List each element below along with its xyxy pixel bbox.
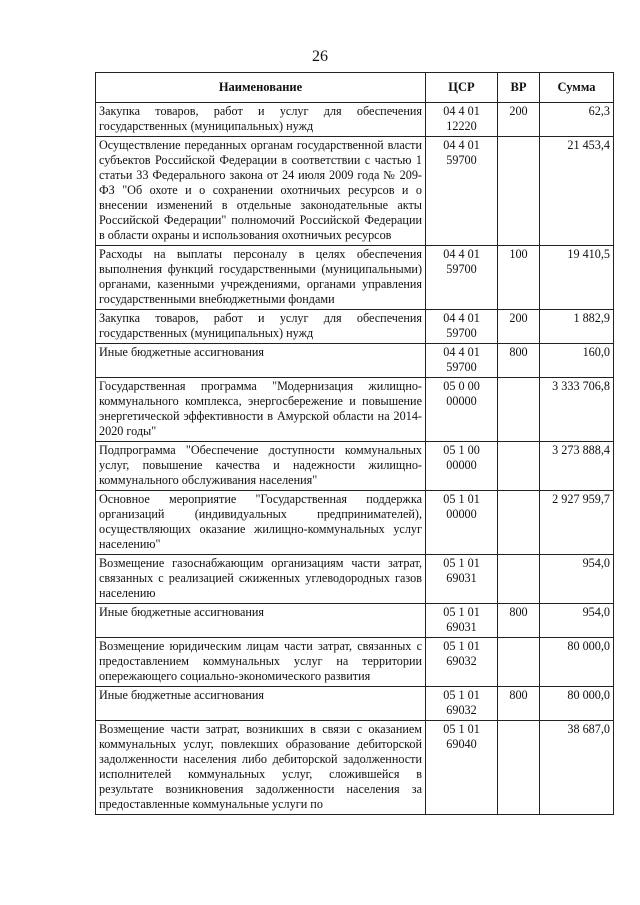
row-csr-program: 05 1 01: [443, 639, 480, 653]
row-vr: 200: [498, 310, 540, 344]
row-sum: 1 882,9: [540, 310, 614, 344]
table-row: [96, 604, 614, 638]
row-sum: 80 000,0: [540, 638, 614, 687]
row-name: Расходы на выплаты персоналу в целях обеспечения выполнения функций государственными (муниципальными) органами, казенными учреждениями, органами управления государственными внебюджетными фондами: [96, 246, 426, 310]
row-name: Иные бюджетные ассигнования: [96, 344, 426, 378]
table-body: [96, 103, 614, 815]
table-row: [96, 137, 614, 246]
row-csr-program: 04 4 01: [443, 311, 480, 325]
row-csr-program: 05 1 01: [443, 722, 480, 736]
row-sum: 954,0: [540, 604, 614, 638]
table-row: [96, 638, 614, 687]
table-row: [96, 491, 614, 555]
row-sum: 3 333 706,8: [540, 378, 614, 442]
row-csr: [426, 721, 498, 815]
table-row: [96, 310, 614, 344]
row-csr: [426, 310, 498, 344]
row-csr: [426, 137, 498, 246]
row-csr-direction: 59700: [446, 326, 477, 340]
table-row: [96, 555, 614, 604]
row-csr-direction: 59700: [446, 262, 477, 276]
row-csr-direction: 69031: [446, 620, 477, 634]
row-csr-direction: 69040: [446, 737, 477, 751]
row-sum: 2 927 959,7: [540, 491, 614, 555]
header-vr: ВР: [498, 73, 540, 103]
row-csr: [426, 442, 498, 491]
row-csr-direction: 00000: [446, 394, 477, 408]
row-name: Осуществление переданных органам государственной власти субъектов Российской Федерации в соответствии с частью 1 статьи 33 Федерального закона от 24 июля 2009 года № 209-ФЗ "Об охоте и о сохранении охотничьих ресурсов и о внесении изменений в отдельные законодательные акты Российской Федерации" полномочий Российской Федерации в области охраны и использования охотничьих ресурсов: [96, 137, 426, 246]
row-name: Закупка товаров, работ и услуг для обеспечения государственных (муниципальных) нужд: [96, 310, 426, 344]
row-csr: [426, 344, 498, 378]
row-csr-direction: 59700: [446, 360, 477, 374]
row-csr: [426, 555, 498, 604]
row-csr-program: 05 1 01: [443, 492, 480, 506]
row-name: Закупка товаров, работ и услуг для обеспечения государственных (муниципальных) нужд: [96, 103, 426, 137]
row-name: Государственная программа "Модернизация жилищно-коммунального комплекса, энергосбережение и повышение энергетической эффективности в Амурской области на 2014-2020 годы": [96, 378, 426, 442]
table-row: [96, 344, 614, 378]
row-csr-program: 05 1 01: [443, 688, 480, 702]
row-vr: [498, 137, 540, 246]
row-csr-program: 05 0 00: [443, 379, 480, 393]
row-sum: 80 000,0: [540, 687, 614, 721]
row-vr: [498, 638, 540, 687]
row-sum: 19 410,5: [540, 246, 614, 310]
header-csr: ЦСР: [426, 73, 498, 103]
page-number: 26: [312, 48, 328, 65]
row-vr: 100: [498, 246, 540, 310]
row-sum: 62,3: [540, 103, 614, 137]
row-name: Иные бюджетные ассигнования: [96, 687, 426, 721]
row-csr: [426, 246, 498, 310]
header-sum: Сумма: [540, 73, 614, 103]
row-name: Иные бюджетные ассигнования: [96, 604, 426, 638]
table-row: [96, 103, 614, 137]
row-csr-direction: 12220: [446, 119, 477, 133]
row-csr: [426, 687, 498, 721]
row-csr-direction: 69031: [446, 571, 477, 585]
row-csr-program: 05 1 01: [443, 556, 480, 570]
table-row: [96, 378, 614, 442]
table-row: [96, 687, 614, 721]
row-sum: 21 453,4: [540, 137, 614, 246]
row-vr: 800: [498, 344, 540, 378]
row-sum: 3 273 888,4: [540, 442, 614, 491]
row-vr: [498, 378, 540, 442]
header-name: Наименование: [96, 73, 426, 103]
row-sum: 954,0: [540, 555, 614, 604]
row-csr-direction: 69032: [446, 703, 477, 717]
table-row: [96, 721, 614, 815]
table-row: [96, 442, 614, 491]
row-csr-direction: 00000: [446, 507, 477, 521]
row-csr: [426, 638, 498, 687]
row-vr: 200: [498, 103, 540, 137]
row-name: Основное мероприятие "Государственная поддержка организаций (индивидуальных предпринимателей), осуществляющих оказание жилищно-коммунальных услуг населению": [96, 491, 426, 555]
row-vr: 800: [498, 604, 540, 638]
row-csr-program: 05 1 00: [443, 443, 480, 457]
row-csr-program: 04 4 01: [443, 138, 480, 152]
row-csr-direction: 59700: [446, 153, 477, 167]
table-row: [96, 246, 614, 310]
row-vr: [498, 491, 540, 555]
row-name: Возмещение газоснабжающим организациям части затрат, связанных с реализацией сжиженных углеводородных газов населению: [96, 555, 426, 604]
row-csr: [426, 604, 498, 638]
table-header-row: [96, 73, 614, 103]
row-csr: [426, 103, 498, 137]
row-csr-program: 04 4 01: [443, 104, 480, 118]
row-csr: [426, 378, 498, 442]
row-csr-direction: 69032: [446, 654, 477, 668]
row-csr-program: 04 4 01: [443, 247, 480, 261]
row-name: Возмещение части затрат, возникших в связи с оказанием коммунальных услуг, повлекших образование дебиторской задолженности населения либо дебиторской задолженности исполнителей коммунальных услуг, сложившейся в результате возникновения задолженности населения за предоставленные коммунальные услуги по: [96, 721, 426, 815]
row-name: Возмещение юридическим лицам части затрат, связанных с предоставлением коммунальных услуг на территории опережающего социально-экономического развития: [96, 638, 426, 687]
row-name: Подпрограмма "Обеспечение доступности коммунальных услуг, повышение качества и надежности жилищно-коммунального обслуживания населения": [96, 442, 426, 491]
row-vr: [498, 555, 540, 604]
row-vr: 800: [498, 687, 540, 721]
row-sum: 160,0: [540, 344, 614, 378]
row-csr-program: 05 1 01: [443, 605, 480, 619]
row-vr: [498, 721, 540, 815]
budget-table: [95, 72, 614, 815]
row-sum: 38 687,0: [540, 721, 614, 815]
row-csr-program: 04 4 01: [443, 345, 480, 359]
row-csr-direction: 00000: [446, 458, 477, 472]
row-csr: [426, 491, 498, 555]
row-vr: [498, 442, 540, 491]
